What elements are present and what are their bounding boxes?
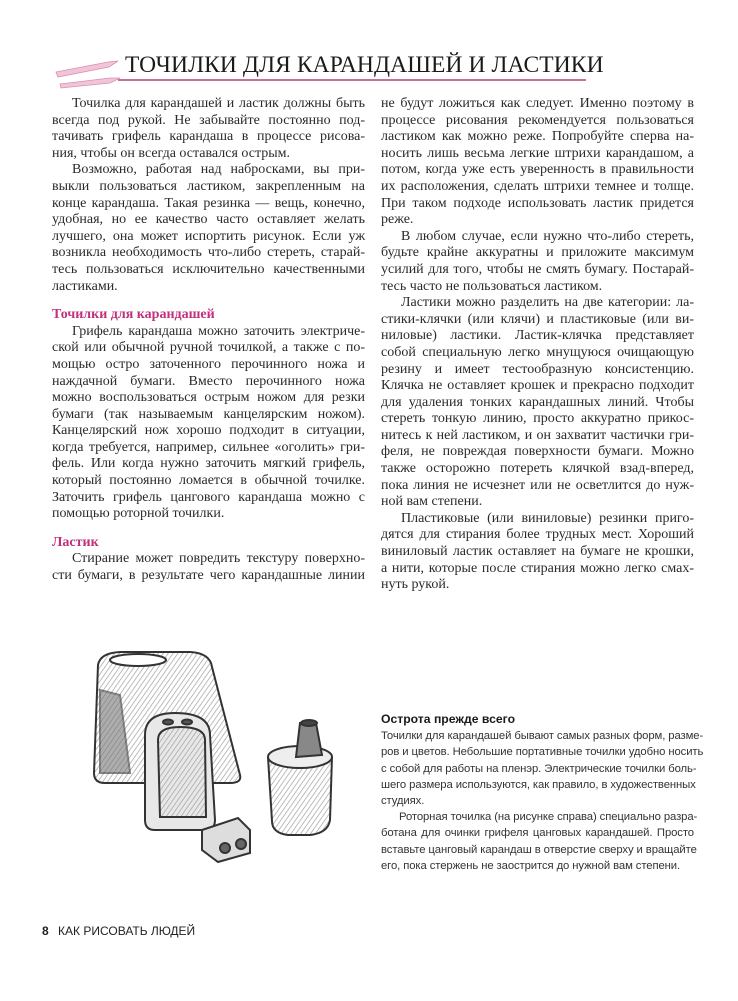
paragraph — [381, 295, 694, 511]
text-line: стереть тонкую линию, просто аккуратно прикос- — [381, 411, 694, 427]
text-line: Ластики можно разделить на две категории: ла- — [401, 295, 694, 311]
text-line: резину и имеет тестообразную консистенцию. — [381, 361, 694, 377]
text-line: можно воспользоваться острым ножом для резки — [52, 390, 365, 406]
page-title: ТОЧИЛКИ ДЛЯ КАРАНДАШЕЙ И ЛАСТИКИ — [125, 52, 604, 78]
text-line: сти бумаги, в результате чего карандашные линии — [52, 568, 365, 584]
text-line: ской или обычной ручной точилкой, а также с по- — [52, 340, 365, 356]
left-column — [52, 96, 365, 585]
paragraph — [381, 809, 698, 874]
pencils-icon — [52, 58, 124, 90]
title-underline — [118, 79, 586, 81]
text-line: Грифель карандаша можно заточить электриче- — [72, 323, 365, 339]
text-line: мощью остро заточенного перочинного ножа и — [52, 356, 365, 372]
text-line: процессе рисования рекомендуется пользоваться — [381, 112, 694, 128]
text-line: Клячка не оставляет крошек и прекрасно подходит — [381, 378, 694, 394]
text-line: нуть рукой. — [381, 577, 450, 593]
text-line: вставьте цанговый карандаш в отверстие сверху и вращайте — [381, 843, 697, 856]
text-line: также осторожно потереть клячкой взад-вперед, — [381, 461, 694, 477]
page-number: 8 — [42, 924, 49, 938]
text-line: когда требуется, например, сильнее «оголить» гри- — [52, 439, 365, 455]
text-line: тесь пользоваться исключительно качественными — [52, 261, 365, 277]
section-heading: Ластик — [52, 534, 99, 550]
text-line: стики-клячки (или клячи) и пластиковые (или ви- — [381, 311, 694, 327]
text-line: Возможно, работая над набросками, вы при- — [72, 162, 365, 178]
text-line: конце карандаша. Такая резинка — вещь, конечно, — [52, 195, 365, 211]
text-line: Пластиковые (или виниловые) резинки приго- — [401, 510, 694, 526]
text-line: лучшего, она может испортить рисунок. Если уж — [52, 228, 365, 244]
text-line: ния, чтобы он всегда оставался острым. — [52, 145, 291, 161]
right-column — [381, 96, 694, 594]
text-line: дятся для стирания более трудных мест. Хороший — [381, 527, 694, 543]
text-line: наждачной бумаги. Вместо перочинного ножа — [52, 373, 365, 389]
text-line: Стирание может повредить текстуру поверхно- — [72, 551, 365, 567]
caption-heading: Острота прежде всего — [381, 712, 516, 726]
text-line: для удаления тонких карандашных линий. Чтобы — [381, 394, 694, 410]
text-line: а нити, которые после стирания можно легко смах- — [381, 560, 694, 576]
text-line: его, пока стержень не заострится до нужной вам степени. — [381, 859, 681, 872]
text-line: тесь часто не пользоваться ластиком. — [381, 278, 603, 294]
text-line: будьте крайне аккуратны и приложите максимум — [381, 245, 694, 261]
text-line: Точилка для карандашей и ластик должны быть — [72, 96, 365, 111]
text-line: пока линия не исчезнет или не осветлится до нуж- — [381, 477, 694, 493]
paragraph — [52, 96, 365, 162]
paragraph — [381, 511, 694, 594]
sharpeners-illustration — [60, 605, 360, 905]
paragraph — [52, 162, 365, 295]
text-line: ной вам степени. — [381, 494, 483, 510]
text-line: собой специальную легко мнущуюся очищающую — [381, 344, 694, 360]
text-line: реже. — [381, 212, 414, 228]
text-line: студиях. — [381, 795, 425, 808]
text-line: возникла необходимость что-либо стереть, старай- — [52, 245, 365, 261]
text-line: феля, не повреждая поверхности бумаги. Можно — [381, 444, 694, 460]
sidebar-caption — [381, 711, 704, 874]
text-line: с собой для работы на пленэр. Электрические точилки боль- — [381, 762, 697, 775]
text-line: не будут ложиться как следует. Именно поэтому в — [381, 96, 694, 111]
text-line: помощью роторной точилки. — [52, 506, 225, 522]
paragraph — [52, 551, 365, 584]
text-line: ниловые) ластики. Ластик-клячка представляет — [381, 328, 694, 344]
text-line: носить лишь весьма легкие штрихи карандашом, а — [381, 145, 694, 161]
text-line: шего размера используются, как правило, в художественных — [381, 778, 696, 791]
text-line: Роторная точилка (на рисунке справа) специально разра- — [399, 811, 698, 824]
sharpener-front-bin — [145, 713, 215, 830]
text-line: Точилки для карандашей бывают самых разных форм, разме- — [381, 730, 704, 743]
text-line: При таком подходе использовать ластик придется — [381, 195, 694, 211]
text-line: выкли пользоваться ластиком, закрепленным на — [52, 178, 365, 194]
page-footer — [42, 924, 195, 938]
paragraph — [381, 728, 704, 809]
text-line: который постоянно ломается в обычной точилке. — [52, 473, 365, 489]
text-line: Заточить грифель цангового карандаша можно с — [52, 489, 365, 505]
text-line: потом, когда уже есть уверенность в правильности — [381, 162, 694, 178]
text-line: бумаги (так называемым канцелярским ножом). — [52, 406, 365, 422]
text-line: всегда под рукой. Не забывайте постоянно под- — [52, 112, 365, 128]
text-line: ластиками. — [52, 278, 118, 294]
text-line: усилий для того, чтобы не смять бумагу. Постарай- — [381, 261, 694, 277]
text-line: ластиком как можно реже. Попробуйте сперва на- — [381, 129, 694, 145]
text-line: тачивать грифель карандаша в процессе рисова- — [52, 129, 365, 145]
text-line: Канцелярский нож хорошо подходит в ситуации, — [52, 423, 365, 439]
text-line: виниловый ластик оставляет на бумаге не крошки, — [381, 544, 694, 560]
paragraph — [381, 229, 694, 295]
section-heading: Точилки для карандашей — [52, 307, 215, 323]
text-line: В любом случае, если нужно что-либо стереть, — [401, 228, 694, 244]
text-line: их расположения, сделать штрихи темнее и толще. — [381, 178, 694, 194]
text-line: нитесь к ней ластиком, и он захватит частички гри- — [381, 427, 694, 443]
text-line: фель. Или когда нужно заточить мягкий грифель, — [52, 456, 365, 472]
running-title: КАК РИСОВАТЬ ЛЮДЕЙ — [58, 924, 196, 938]
text-line: удобная, но ее качество часто оставляет желать — [52, 212, 365, 228]
paragraph — [381, 96, 694, 229]
paragraph — [52, 324, 365, 523]
rotary-sharpener — [268, 720, 332, 835]
text-line: ботана для очинки грифеля цанговых карандашей. Просто — [381, 827, 694, 840]
text-line: ров и цветов. Небольшие портативные точилки удобно носить — [381, 746, 704, 759]
